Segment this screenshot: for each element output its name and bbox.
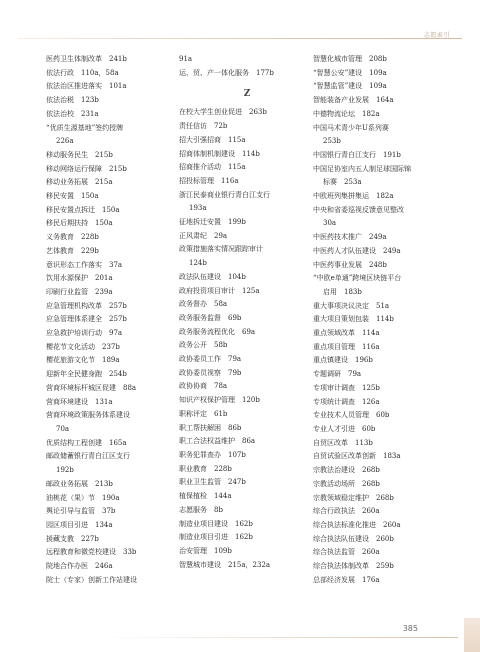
- index-column-2: [179, 53, 315, 572]
- index-entry: 综合执法体制改革 259b: [313, 562, 394, 571]
- index-entry: “智慧公安”建设 109a: [313, 68, 387, 77]
- index-entry: 院士（专家）创新工作站建设: [46, 575, 137, 584]
- index-entry: 运、贸、产一体化服务 177b: [179, 68, 274, 77]
- index-entry: 移民安置 150a: [46, 192, 99, 201]
- index-entry: 印刷行业监管 239a: [46, 287, 113, 296]
- index-entry: 政协委员视察 79b: [179, 368, 242, 377]
- index-entry: 植保植检 144a: [179, 492, 232, 501]
- index-entry: 专题调研 79a: [313, 370, 362, 379]
- section-letter-heading: Z: [243, 89, 251, 100]
- index-entry: 义务教育 228b: [46, 233, 99, 242]
- index-entry: 志愿服务 8b: [179, 505, 223, 514]
- index-entry: 专业技术人员管理 60b: [313, 411, 390, 420]
- index-entry: 重点项目管理 116a: [313, 342, 380, 351]
- index-entry: 优质结构工程创建 165a: [46, 438, 127, 447]
- index-entry: 远程教育和微党校建设 33b: [46, 548, 137, 557]
- index-entry-continuation: 30a: [323, 219, 337, 228]
- index-entry: 饮用水源保护 201a: [46, 274, 113, 283]
- index-entry: 移民后期扶持 150a: [46, 219, 113, 228]
- index-entry: 综合执法标准化推进 260a: [313, 520, 401, 529]
- index-entry: 政策措施落实情况跟踪审计: [179, 245, 263, 254]
- index-entry: 政协委员工作 79a: [179, 355, 242, 364]
- index-entry: 中医药人才队伍建设 249a: [313, 246, 401, 255]
- index-entry: 意识形态工作落实 37a: [46, 260, 123, 269]
- index-entry: 职称评定 61b: [179, 409, 228, 418]
- index-entry: 中央和省委巡视反馈意见整改: [313, 205, 404, 214]
- index-entry: 依法治税 123b: [46, 96, 99, 105]
- index-entry: 职工帮扶解困 86b: [179, 423, 242, 432]
- index-entry: 依法治校 231a: [46, 109, 99, 118]
- index-entry: 营商环境建设 131a: [46, 397, 113, 406]
- index-entry: 中国足协室内五人制足球国际锦: [313, 164, 411, 173]
- index-entry: 依法治区推进落实 101a: [46, 82, 127, 91]
- index-entry: 治安管理 109b: [179, 546, 232, 555]
- index-entry: 重点镇建设 196b: [313, 356, 373, 365]
- index-entry: 重大项目策划包装 114b: [313, 315, 394, 324]
- index-entry: 责任信访 72b: [179, 122, 228, 131]
- index-entry: 政协协商 78a: [179, 382, 228, 391]
- index-entry: 政务督办 58a: [179, 300, 228, 309]
- footer-rule: [96, 637, 458, 638]
- index-entry: 援藏支教 227b: [46, 534, 99, 543]
- index-entry: 依法行政 110a，58a: [46, 68, 119, 77]
- index-entry: 营商环境标杆城区促建 88a: [46, 383, 137, 392]
- index-entry: 智慧城市建设 215a，232a: [179, 560, 271, 569]
- index-entry: 邮政储蓄银行青白江区支行: [46, 452, 130, 461]
- index-entry-continuation: 193a: [189, 204, 207, 213]
- index-entry: 舆论引导与监管 37b: [46, 507, 116, 516]
- index-entry: 樱花旅游文化节 189a: [46, 356, 120, 365]
- index-entry: 专业人才引进 60b: [313, 424, 376, 433]
- index-entry: 自贸试验区改革创新 183a: [313, 452, 401, 461]
- index-entry-continuation: 253b: [323, 137, 341, 146]
- page-number: 385: [402, 624, 418, 633]
- index-entry: 应急救护培训行动 97a: [46, 329, 123, 338]
- index-entry: 职务犯罪查办 107b: [179, 450, 246, 459]
- index-entry: 艺体教育 229b: [46, 246, 99, 255]
- index-entry: 宗教法治建设 268b: [313, 466, 380, 475]
- index-entry: 制造业项目引进 162b: [179, 533, 253, 542]
- index-entry: 重点领域改革 114a: [313, 329, 380, 338]
- index-entry: “中欧e单通”跨境区块链平台: [313, 274, 402, 283]
- index-entry: 中医药技术推广 249a: [313, 233, 387, 242]
- index-entry: 招商推介活动 115a: [179, 163, 246, 172]
- index-entry: “优质生源基地”签约授牌: [46, 123, 124, 132]
- index-entry: 招商体制机制建设 114b: [179, 149, 260, 158]
- index-column-1: [46, 53, 182, 587]
- index-entry: 综合行政执法 260a: [313, 507, 380, 516]
- index-entry: 应急管理机构改革 257b: [46, 301, 127, 310]
- index-entry: 应急管理体系建全 257b: [46, 315, 127, 324]
- index-entry: 征地拆迁安置 199b: [179, 218, 246, 227]
- index-entry: 专项统计调查 126a: [313, 397, 380, 406]
- index-entry: 重大事项决议决定 51a: [313, 301, 390, 310]
- index-entry: 中国马术青少年U系列赛: [313, 123, 389, 132]
- index-entry: 宗教领域稳定维护 268b: [313, 493, 394, 502]
- index-entry: 院地合作办医 246a: [46, 562, 113, 571]
- index-entry-continuation: 226a: [56, 137, 74, 146]
- index-entry: 邮政业务拓展 213b: [46, 479, 113, 488]
- index-entry-continuation: 标赛 253a: [323, 178, 362, 187]
- index-entry: 油桃花（果）节 190a: [46, 493, 120, 502]
- index-entry-continuation: 192b: [56, 466, 74, 475]
- index-entry: 总部经济发展 176a: [313, 575, 380, 584]
- index-entry: 知识产权保护管理 120b: [179, 396, 260, 405]
- index-entry: “智慧监管”建设 109a: [313, 82, 387, 91]
- index-entry-continuation: 124b: [189, 259, 207, 268]
- index-entry: 宗教活动场所 268b: [313, 479, 380, 488]
- index-entry: 综合执法队伍建设 260b: [313, 534, 394, 543]
- index-entry: 浙江民泰商业银行青白江支行: [179, 190, 270, 199]
- running-header: 志愿索引: [423, 32, 450, 39]
- index-entry: 政务服务流程优化 69a: [179, 327, 256, 336]
- index-entry: 智能装备产业发展 164a: [313, 96, 394, 105]
- index-entry: 招大引强招商 115a: [179, 135, 246, 144]
- index-entry: 中国银行青白江支行 191b: [313, 150, 401, 159]
- index-entry: 移动服务民生 215b: [46, 150, 113, 159]
- index-entry: 智慧化城市管理 208b: [313, 55, 387, 63]
- index-entry: 在校大学生创业促进 263b: [179, 108, 267, 117]
- index-entry-continuation: 70a: [56, 424, 70, 433]
- index-entry: 职业教育 228b: [179, 464, 232, 473]
- index-entry: 政务公开 58b: [179, 341, 228, 350]
- index-entry: 中医药事业发展 248b: [313, 260, 387, 269]
- side-tab-decoration: [464, 618, 480, 652]
- index-entry: 制造业项目建设 162b: [179, 519, 253, 528]
- index-entry: 政务服务监督 69b: [179, 313, 242, 322]
- index-entry: 正风肃纪 29a: [179, 231, 228, 240]
- index-entry: 移动网络运行保障 215b: [46, 164, 127, 173]
- index-entry: 樱花节文化活动 237b: [46, 342, 120, 351]
- index-entry: 职业卫生监管 247b: [179, 478, 246, 487]
- index-column-3: [313, 53, 449, 587]
- index-entry-continuation: 启用 183b: [323, 287, 362, 296]
- index-entry: 移民安置点拆迁 150a: [46, 205, 120, 214]
- index-entry: 医药卫生体制改革 241b: [46, 55, 127, 63]
- index-entry: 中德物流论坛 182a: [313, 109, 380, 118]
- index-entry: 专项审计调查 125b: [313, 383, 380, 392]
- index-entry: 自贸区改革 113b: [313, 438, 373, 447]
- index-entry: 中欧班列集拼集运 182a: [313, 192, 394, 201]
- index-entry: 职工合法权益维护 86a: [179, 437, 256, 446]
- index-entry: 营商环境政策服务体系建设: [46, 411, 130, 420]
- index-entry: 综合执法监管 260a: [313, 548, 380, 557]
- index-entry: 91a: [179, 55, 193, 63]
- index-entry: 政法队伍建设 104b: [179, 272, 246, 281]
- index-entry: 招投标管理 116a: [179, 176, 239, 185]
- index-entry: 政府投资项目审计 125a: [179, 286, 260, 295]
- index-entry: 移动业务拓展 215a: [46, 178, 113, 187]
- index-entry: 园区项目引进 134a: [46, 520, 113, 529]
- index-entry: 迎新年全民健身跑 254b: [46, 370, 127, 379]
